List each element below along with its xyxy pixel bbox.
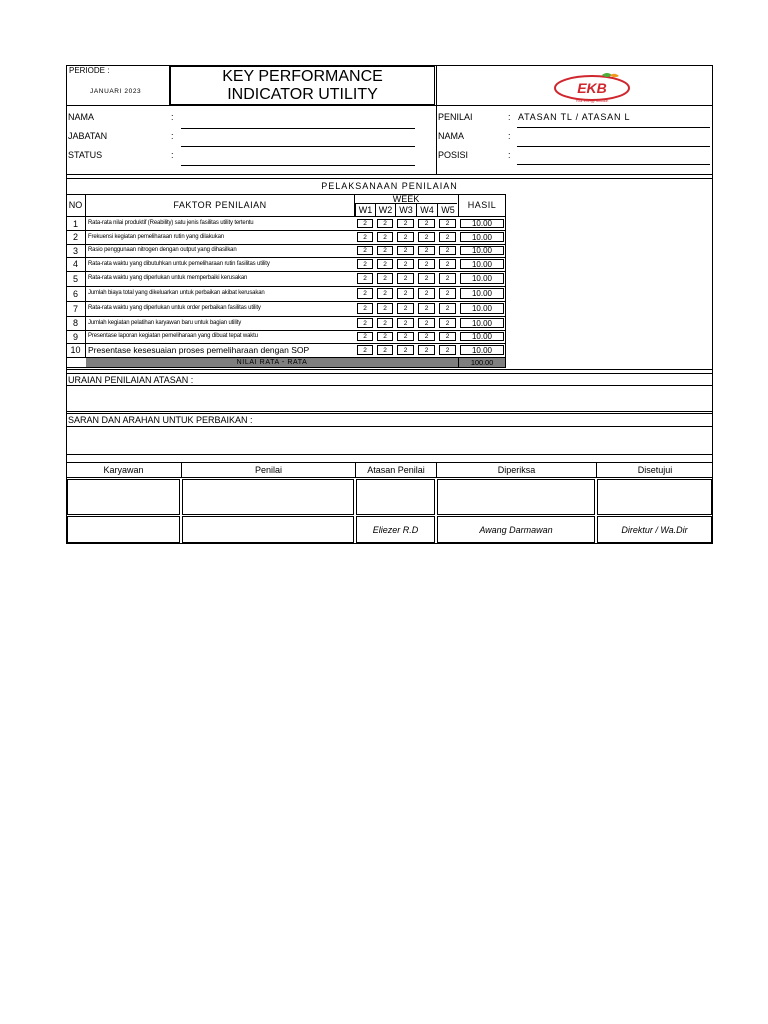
identity-nama-atasan-colon: : bbox=[508, 131, 511, 141]
week-score-cell[interactable]: 2 bbox=[418, 303, 435, 314]
page-title bbox=[170, 68, 435, 104]
week-score-cell[interactable]: 2 bbox=[397, 303, 414, 314]
row-result: 10.00 bbox=[460, 303, 504, 314]
week-score-cell[interactable]: 2 bbox=[397, 288, 414, 299]
col-header-week: WEEK bbox=[355, 194, 457, 204]
row-number: 10 bbox=[66, 343, 86, 357]
week-score-cell[interactable]: 2 bbox=[418, 259, 435, 269]
week-score-cell[interactable]: 2 bbox=[418, 232, 435, 242]
week-score-cell[interactable]: 2 bbox=[357, 288, 373, 299]
identity-posisi-label: POSISI bbox=[438, 150, 469, 160]
identity-jabatan-colon: : bbox=[171, 131, 174, 141]
row-number: 2 bbox=[66, 230, 86, 244]
row-factor: Frekuensi kegiatan pemeliharaan rutin yang dilakukan bbox=[88, 234, 224, 240]
row-number: 1 bbox=[66, 217, 86, 230]
week-score-cell[interactable]: 2 bbox=[439, 246, 456, 255]
week-score-cell[interactable]: 2 bbox=[418, 273, 435, 284]
row-number: 8 bbox=[66, 316, 86, 330]
week-score-cell[interactable]: 2 bbox=[357, 345, 373, 355]
row-result: 10.00 bbox=[460, 332, 504, 341]
week-score-cell[interactable]: 2 bbox=[377, 332, 393, 341]
week-score-cell[interactable]: 2 bbox=[357, 219, 373, 228]
signature-name-atasan-penilai: Eliezer R.D bbox=[356, 516, 435, 543]
week-score-cell[interactable]: 2 bbox=[418, 345, 435, 355]
row-result: 10.00 bbox=[460, 232, 504, 242]
periode-label: PERIODE : bbox=[69, 66, 110, 75]
week-score-cell[interactable]: 2 bbox=[357, 232, 373, 242]
week-score-cell[interactable]: 2 bbox=[397, 318, 414, 328]
signature-area-diperiksa[interactable] bbox=[437, 479, 595, 515]
week-score-cell[interactable]: 2 bbox=[397, 273, 414, 284]
row-factor: Rata-rata waktu yang dibutuhkan untuk pemeliharaan rutin fasilitas utility bbox=[88, 261, 270, 267]
signature-name-diperiksa: Awang Darmawan bbox=[437, 516, 595, 543]
week-score-cell[interactable]: 2 bbox=[357, 246, 373, 255]
week-score-cell[interactable]: 2 bbox=[377, 259, 393, 269]
row-factor: Jumlah biaya total yang dikeluarkan untuk perbaikan akibat kerusakan bbox=[88, 290, 265, 296]
logo-text: EKB bbox=[577, 80, 607, 96]
identity-nama-atasan-label: NAMA bbox=[438, 131, 465, 141]
week-score-cell[interactable]: 2 bbox=[377, 219, 393, 228]
average-value: 100.00 bbox=[458, 358, 505, 367]
week-score-cell[interactable]: 2 bbox=[439, 332, 456, 341]
row-number: 7 bbox=[66, 301, 86, 316]
identity-status-label: STATUS bbox=[68, 150, 103, 160]
week-score-cell[interactable]: 2 bbox=[397, 246, 414, 255]
signature-name-penilai bbox=[182, 516, 354, 543]
row-result: 10.00 bbox=[460, 273, 504, 284]
row-number: 6 bbox=[66, 286, 86, 301]
row-result: 10.00 bbox=[460, 318, 504, 328]
assessment-title: PELAKSANAAN PENILAIAN bbox=[321, 181, 458, 191]
row-factor: Jumlah kegiatan pelatihan karyawan baru untuk bagian utility bbox=[88, 320, 242, 326]
company-logo bbox=[552, 72, 632, 104]
week-score-cell[interactable]: 2 bbox=[439, 219, 456, 228]
signature-area-penilai[interactable] bbox=[182, 479, 354, 515]
title-line-1: KEY PERFORMANCE bbox=[222, 68, 383, 85]
week-score-cell[interactable]: 2 bbox=[377, 288, 393, 299]
week-score-cell[interactable]: 2 bbox=[418, 318, 435, 328]
row-factor: Rasio penggunaan nitrogen dengan output yang dihasilkan bbox=[88, 247, 237, 253]
week-score-cell[interactable]: 2 bbox=[439, 345, 456, 355]
average-label: NILAI RATA - RATA bbox=[86, 358, 458, 367]
week-score-cell[interactable]: 2 bbox=[377, 345, 393, 355]
col-header-no: NO bbox=[66, 194, 86, 216]
signature-area-karyawan[interactable] bbox=[67, 479, 180, 515]
week-score-cell[interactable]: 2 bbox=[418, 332, 435, 341]
row-factor: Rata-rata waktu yang diperlukan untuk order perbaikan fasilitas utility bbox=[88, 305, 261, 311]
week-score-cell[interactable]: 2 bbox=[377, 246, 393, 255]
signature-header-atasan-penilai: Atasan Penilai bbox=[355, 462, 436, 478]
row-factor: Presentase laporan kegiatan pemeliharaan yang dibuat tepat waktu bbox=[88, 333, 258, 339]
periode-value: JANUARI 2023 bbox=[90, 88, 142, 95]
identity-nama-label: NAMA bbox=[68, 112, 95, 122]
identity-jabatan-label: JABATAN bbox=[68, 131, 108, 141]
week-header-4: W4 bbox=[416, 204, 437, 216]
signature-header-disetujui: Disetujui bbox=[596, 462, 713, 478]
row-result: 10.00 bbox=[460, 246, 504, 255]
saran-label: SARAN DAN ARAHAN UNTUK PERBAIKAN : bbox=[68, 415, 253, 425]
row-result: 10.00 bbox=[460, 259, 504, 269]
identity-penilai-colon: : bbox=[508, 112, 511, 122]
week-score-cell[interactable]: 2 bbox=[357, 303, 373, 314]
identity-status-colon: : bbox=[171, 150, 174, 160]
col-header-result: HASIL bbox=[458, 194, 505, 216]
title-line-2: INDICATOR UTILITY bbox=[227, 86, 378, 103]
row-number: 4 bbox=[66, 257, 86, 271]
logo-tagline: Your Energy Solution bbox=[575, 99, 609, 103]
week-score-cell[interactable]: 2 bbox=[439, 318, 456, 328]
row-number: 9 bbox=[66, 330, 86, 343]
row-number: 3 bbox=[66, 244, 86, 257]
week-score-cell[interactable]: 2 bbox=[397, 232, 414, 242]
jabatan-field-line bbox=[181, 146, 415, 147]
week-score-cell[interactable]: 2 bbox=[357, 273, 373, 284]
signature-header-karyawan: Karyawan bbox=[66, 462, 181, 478]
week-score-cell[interactable]: 2 bbox=[439, 232, 456, 242]
status-field-line bbox=[181, 165, 415, 166]
week-header-3: W3 bbox=[395, 204, 416, 216]
week-score-cell[interactable]: 2 bbox=[439, 288, 456, 299]
signature-name-karyawan bbox=[67, 516, 180, 543]
week-score-cell[interactable]: 2 bbox=[357, 259, 373, 269]
week-score-cell[interactable]: 2 bbox=[439, 303, 456, 314]
identity-penilai-label: PENILAI bbox=[438, 112, 473, 122]
week-score-cell[interactable]: 2 bbox=[397, 345, 414, 355]
identity-posisi-colon: : bbox=[508, 150, 511, 160]
week-score-cell[interactable]: 2 bbox=[377, 232, 393, 242]
week-header-5: W5 bbox=[437, 204, 458, 216]
week-score-cell[interactable]: 2 bbox=[357, 318, 373, 328]
row-result: 10.00 bbox=[460, 288, 504, 299]
week-score-cell[interactable]: 2 bbox=[377, 318, 393, 328]
week-score-cell[interactable]: 2 bbox=[397, 219, 414, 228]
row-factor: Rata-rata nilai produktif (Reability) satu jenis fasilitas utility tertentu bbox=[88, 220, 254, 226]
signature-area-atasan-penilai[interactable] bbox=[356, 479, 435, 515]
signature-header-diperiksa: Diperiksa bbox=[436, 462, 596, 478]
col-header-factor: FAKTOR PENILAIAN bbox=[86, 194, 355, 216]
week-header-2: W2 bbox=[375, 204, 395, 216]
week-score-cell[interactable]: 2 bbox=[357, 332, 373, 341]
signature-area-disetujui[interactable] bbox=[597, 479, 712, 515]
week-score-cell[interactable]: 2 bbox=[377, 303, 393, 314]
signature-header-penilai: Penilai bbox=[181, 462, 355, 478]
row-result: 10.00 bbox=[460, 345, 504, 355]
identity-nama-colon: : bbox=[171, 112, 174, 122]
week-score-cell[interactable]: 2 bbox=[377, 273, 393, 284]
week-score-cell[interactable]: 2 bbox=[397, 259, 414, 269]
week-score-cell[interactable]: 2 bbox=[418, 246, 435, 255]
row-factor: Rata-rata waktu yang diperlukan untuk memperbaiki kerusakan bbox=[88, 275, 248, 281]
row-factor: Presentase kesesuaian proses pemeliharaan dengan SOP bbox=[88, 345, 310, 355]
identity-penilai-value: ATASAN TL / ATASAN L bbox=[518, 112, 631, 122]
week-score-cell[interactable]: 2 bbox=[418, 219, 435, 228]
week-header-1: W1 bbox=[355, 204, 375, 216]
week-score-cell[interactable]: 2 bbox=[418, 288, 435, 299]
week-score-cell[interactable]: 2 bbox=[439, 273, 456, 284]
nama-field-line bbox=[181, 128, 415, 129]
signature-name-disetujui: Direktur / Wa.Dir bbox=[597, 516, 712, 543]
week-score-cell[interactable]: 2 bbox=[397, 332, 414, 341]
uraian-label: URAIAN PENILAIAN ATASAN : bbox=[68, 375, 194, 385]
week-score-cell[interactable]: 2 bbox=[439, 259, 456, 269]
row-result: 10.00 bbox=[460, 219, 504, 228]
row-number: 5 bbox=[66, 271, 86, 286]
